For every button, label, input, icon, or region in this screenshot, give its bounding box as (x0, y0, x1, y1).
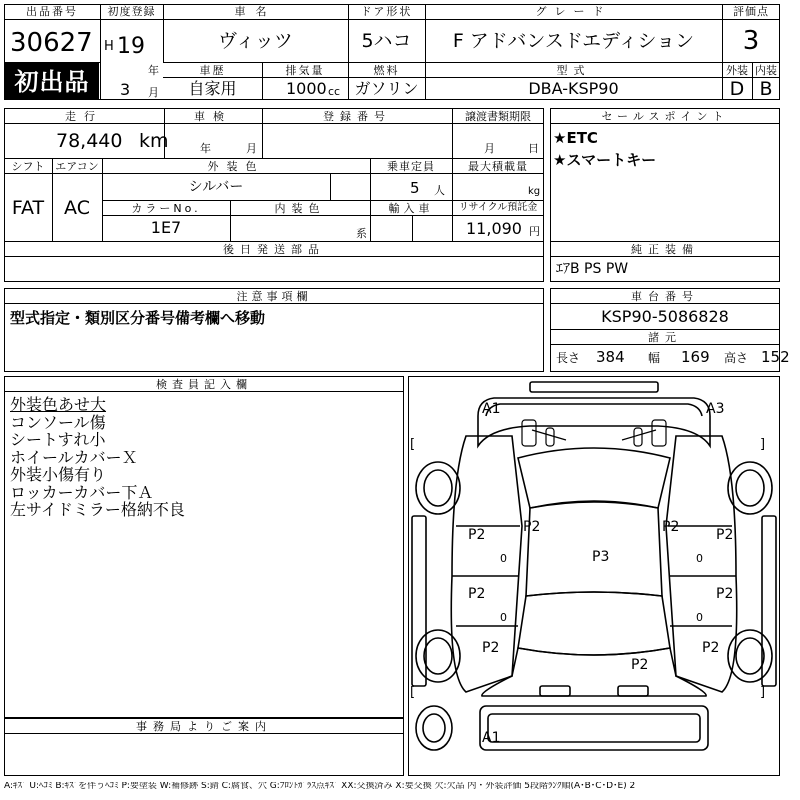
office-label: 事務局よりご案内 (136, 720, 272, 733)
zero-mark: 0 (500, 552, 507, 565)
grade: F アドバンスドエディション (452, 30, 695, 52)
reg-year: 19 (117, 34, 145, 59)
recycle-label: リサイクル預託金 (458, 202, 538, 213)
month-unit: 月 (148, 86, 159, 99)
zero-mark: 0 (500, 611, 507, 624)
car-name-label: 車名 (234, 5, 277, 18)
load-unit: kg (528, 186, 541, 197)
cc-unit: cc (328, 85, 341, 98)
transfer-month-unit: 月 (484, 142, 495, 155)
score: 3 (742, 26, 760, 56)
mileage-unit: km (139, 130, 169, 152)
damage-mark: P3 (592, 549, 610, 565)
damage-mark: A1 (482, 401, 501, 417)
color-label: 外装色 (207, 160, 265, 173)
car-name: ヴィッツ (218, 30, 293, 52)
chassis-number: KSP90-5086828 (601, 307, 729, 326)
ext-color: シルバー (188, 179, 244, 195)
width-label: 幅 (648, 351, 661, 365)
int-color-unit: 系 (356, 227, 367, 240)
first-reg-label: 初度登録 (107, 5, 156, 18)
damage-mark: P2 (482, 640, 500, 656)
fuel-label: 燃料 (373, 64, 400, 77)
car-diagram (408, 376, 780, 776)
inspector-label: 検査員記入欄 (156, 378, 252, 391)
reg-number-label: 登録番号 (323, 110, 391, 123)
door-type: 5ハコ (361, 30, 412, 52)
capacity-unit: 人 (434, 184, 445, 197)
damage-mark: P2 (716, 527, 734, 543)
int-score: B (759, 78, 773, 100)
later-parts-label: 後日発送部品 (223, 243, 325, 256)
score-label: 評価点 (733, 5, 769, 18)
damage-mark: P2 (702, 640, 720, 656)
inspector-line: 左サイドミラー格納不良 (10, 500, 185, 519)
sales-point-label: セールスポイント (601, 110, 729, 123)
int-color-label: 内装色 (274, 202, 326, 215)
damage-mark: P2 (631, 657, 649, 673)
sales-point-2: ★スマートキー (553, 151, 657, 169)
color-no: 1E7 (150, 218, 182, 237)
damage-mark: A1 (482, 730, 501, 746)
inspector-line: コンソール傷 (10, 413, 106, 432)
capacity: 5 (410, 179, 420, 197)
inspector-line: ホイールカバーＸ (10, 448, 138, 467)
inspector-line: ロッカーカバー下Ａ (10, 483, 154, 502)
sales-point-1: ★ETC (553, 129, 598, 147)
notes-text: 型式指定・類別区分番号備考欄へ移動 (10, 309, 266, 327)
mileage-label: 走行 (65, 110, 103, 123)
chassis-label: 車台番号 (631, 290, 699, 303)
mileage: 78,440 (56, 130, 123, 152)
inspection-year-unit: 年 (200, 142, 211, 155)
damage-mark: P2 (523, 519, 541, 535)
height-label: 高さ (724, 351, 749, 365)
history: 自家用 (188, 79, 237, 98)
first-listing-badge: 初出品 (14, 68, 90, 96)
inspection-month-unit: 月 (246, 142, 257, 155)
equip-value: ｴｱB PS PW (556, 261, 629, 277)
reg-month: 3 (120, 80, 131, 99)
fuel: ガソリン (354, 79, 419, 98)
ac-label: エアコン (55, 160, 99, 173)
year-unit: 年 (148, 64, 159, 77)
ac: AC (64, 197, 90, 219)
bracket-mark: ] (760, 437, 766, 452)
door-label: ドア形状 (360, 5, 413, 18)
shift: FAT (11, 197, 45, 219)
import-label: 輸入車 (388, 202, 434, 215)
inspector-line: 外装色あせ大 (10, 395, 107, 414)
height-value: 152 (761, 348, 790, 366)
history-label: 車歴 (199, 64, 226, 77)
damage-mark: P2 (716, 586, 734, 602)
capacity-label: 乗車定員 (387, 160, 435, 173)
shift-label: シフト (11, 160, 45, 173)
legend: A:ｷｽﾞ U:ﾍｺﾐ B:ｷｽﾞを伴うﾍｺﾐ P:要塗装 W:補修跡 S:錆 C:腐食、穴 G:ﾌﾛﾝﾄｶﾞﾗｽ点ｷｽﾞ XX:交換済み X:要交換 欠:欠品 内・外装評価 5段階ﾗﾝｸ順(A･B･C･D･E) 2 (4, 782, 636, 791)
era: H (104, 39, 114, 54)
transfer-label: 譲渡書類期限 (465, 110, 531, 123)
lot-label: 出品番号 (26, 5, 78, 18)
ext-label: 外装 (726, 64, 748, 77)
displacement: 1000 (286, 79, 327, 98)
damage-mark: P2 (468, 586, 486, 602)
inspection-label: 車検 (194, 110, 232, 123)
load-label: 最大積載量 (468, 160, 528, 173)
int-label: 内装 (755, 64, 777, 77)
width-value: 169 (681, 348, 710, 366)
dims-label: 諸元 (648, 331, 682, 344)
recycle-unit: 円 (529, 225, 540, 238)
model-label: 型式 (556, 64, 591, 77)
bracket-mark: ] (760, 685, 766, 700)
notes-label: 注意事項欄 (236, 290, 312, 303)
zero-mark: 0 (696, 552, 703, 565)
model-code: DBA-KSP90 (528, 79, 619, 98)
color-no-label: カラーNo. (131, 202, 201, 215)
bracket-mark: [ (410, 437, 416, 452)
inspector-line: 外装小傷有り (10, 465, 107, 484)
length-value: 384 (596, 348, 625, 366)
equip-label: 純正装備 (631, 243, 699, 256)
grade-label: グレード (535, 5, 612, 18)
inspector-line: シートすれ小 (10, 430, 106, 449)
ext-score: D (729, 78, 745, 100)
transfer-day-unit: 日 (528, 142, 539, 155)
length-label: 長さ (556, 351, 581, 365)
damage-mark: A3 (706, 401, 725, 417)
damage-mark: P2 (662, 519, 680, 535)
bracket-mark: [ (410, 685, 416, 700)
displacement-label: 排気量 (285, 64, 325, 77)
lot-number: 30627 (10, 28, 93, 58)
damage-mark: P2 (468, 527, 486, 543)
zero-mark: 0 (696, 611, 703, 624)
recycle-fee: 11,090 (466, 219, 522, 238)
